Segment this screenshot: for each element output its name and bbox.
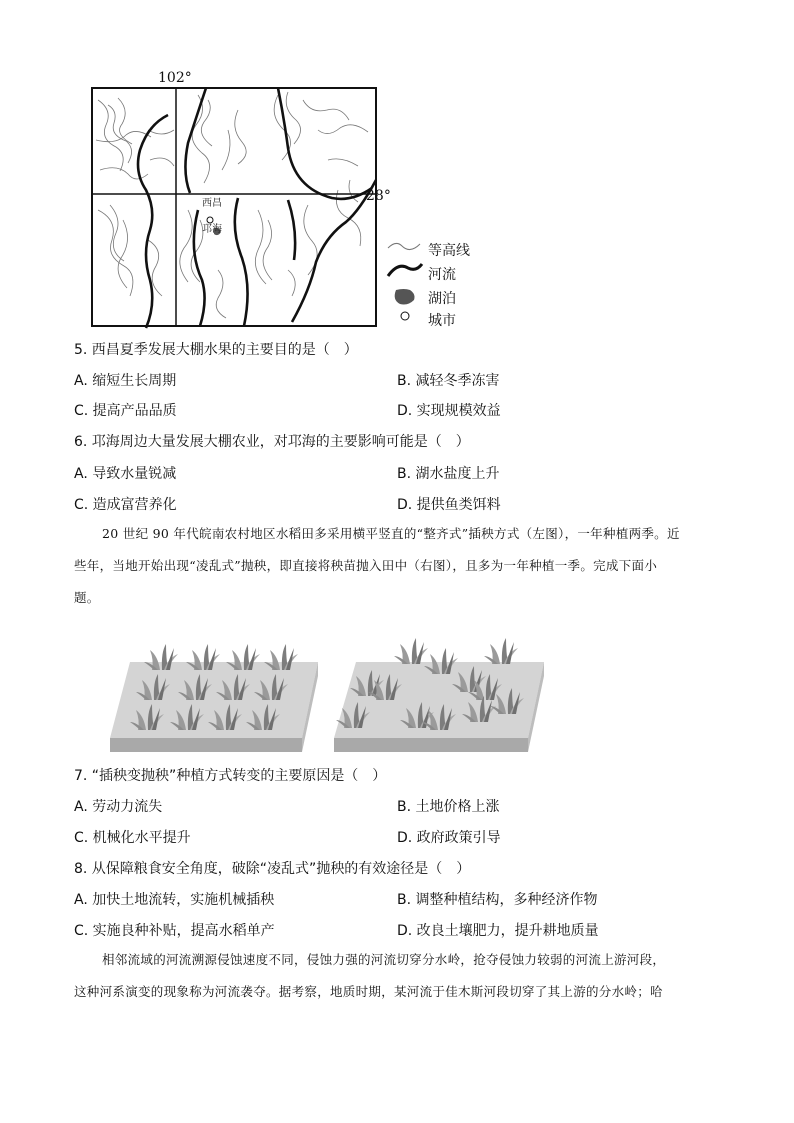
passage-2-line-1: 相邻流域的河流溯源侵蚀速度不同，侵蚀力强的河流切穿分水岭，抢夺侵蚀力较弱的河流上游河段， <box>102 952 666 967</box>
legend-city-label: 城市 <box>428 313 456 329</box>
longitude-label: 102° <box>158 70 192 86</box>
map-legend <box>386 236 476 329</box>
question-8-stem: 8. 从保障粮食安全角度，破除“凌乱式”抛秧的有效途径是（ ） <box>74 861 471 877</box>
question-6-option-a: A. 导致水量锐减 <box>74 466 177 482</box>
scattered-field <box>334 638 544 752</box>
legend-symbols <box>386 236 426 326</box>
legend-contour-icon <box>388 243 420 249</box>
question-8-option-d: D. 改良土壤肥力，提升耕地质量 <box>397 923 599 939</box>
question-5-stem: 5. 西昌夏季发展大棚水果的主要目的是（ ） <box>74 342 358 358</box>
topographic-map <box>88 70 391 328</box>
lake-label: 邛海 <box>202 224 222 235</box>
question-7-option-b: B. 土地价格上涨 <box>397 799 500 815</box>
legend-river-label: 河流 <box>428 267 456 283</box>
city-label: 西昌 <box>202 198 222 209</box>
question-7-option-d: D. 政府政策引导 <box>397 830 501 846</box>
legend-lake-label: 湖泊 <box>428 291 456 307</box>
question-8-option-a: A. 加快土地流转，实施机械插秧 <box>74 892 275 908</box>
rice-fields-svg <box>102 634 552 758</box>
question-5-option-b: B. 减轻冬季冻害 <box>397 373 500 389</box>
question-8-option-b: B. 调整种植结构，多种经济作物 <box>397 892 598 908</box>
rice-field-illustrations <box>102 634 552 758</box>
question-5-option-a: A. 缩短生长周期 <box>74 373 177 389</box>
legend-lake-icon <box>395 289 415 305</box>
question-7-stem: 7. “插秧变抛秧”种植方式转变的主要原因是（ ） <box>74 768 387 784</box>
passage-1-line-2: 些年，当地开始出现“凌乱式”抛秧，即直接将秧苗抛入田中（右图），且多为一年种植一季。完成下面小 <box>74 558 658 573</box>
question-6-option-d: D. 提供鱼类饵料 <box>397 497 501 513</box>
latitude-label: 28° <box>366 188 391 204</box>
map-svg <box>88 70 391 328</box>
orderly-field <box>110 644 318 752</box>
question-7-option-a: A. 劳动力流失 <box>74 799 163 815</box>
question-5-option-d: D. 实现规模效益 <box>397 403 501 419</box>
passage-1-line-3: 题。 <box>74 590 100 605</box>
passage-1-line-1: 20 世纪 90 年代皖南农村地区水稻田多采用横平竖直的“整齐式”插秧方式（左图），一年种植两季。近 <box>102 526 680 541</box>
question-6-option-b: B. 湖水盐度上升 <box>397 466 500 482</box>
legend-city-icon <box>401 312 409 320</box>
question-6-stem: 6. 邛海周边大量发展大棚农业，对邛海的主要影响可能是（ ） <box>74 434 470 450</box>
city-marker <box>207 217 213 223</box>
question-8-option-c: C. 实施良种补贴，提高水稻单产 <box>74 923 275 939</box>
legend-river-icon <box>388 264 422 276</box>
legend-contour-label: 等高线 <box>428 243 470 259</box>
question-7-option-c: C. 机械化水平提升 <box>74 830 191 846</box>
question-5-option-c: C. 提高产品品质 <box>74 403 177 419</box>
question-6-option-c: C. 造成富营养化 <box>74 497 177 513</box>
passage-2-line-2: 这种河系演变的现象称为河流袭夺。据考察，地质时期，某河流于佳木斯河段切穿了其上游的分水岭；哈 <box>74 984 663 999</box>
